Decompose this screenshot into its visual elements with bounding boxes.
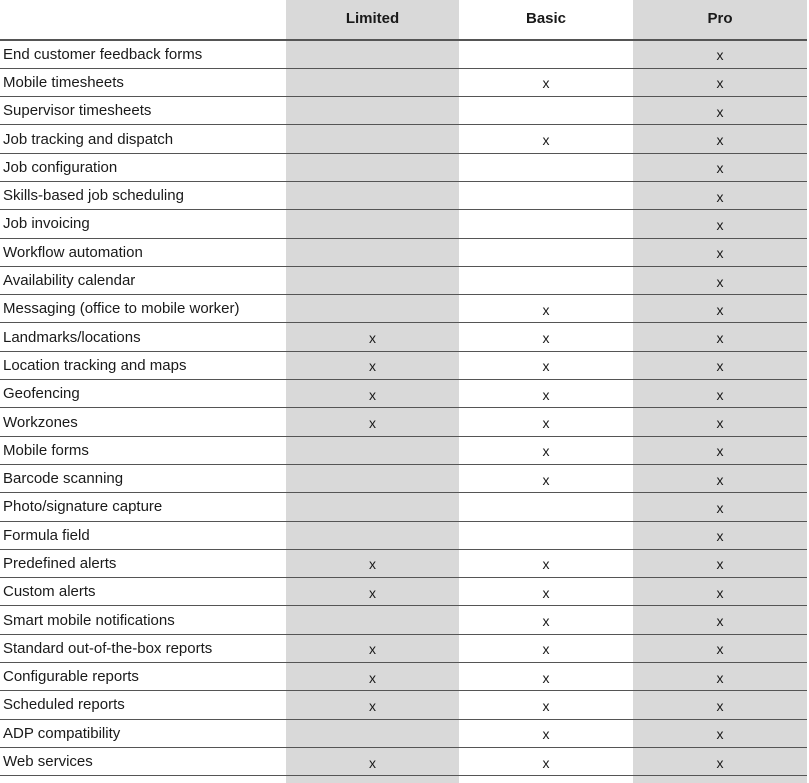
table-body (0, 40, 807, 776)
pro-availability-mark: x (633, 549, 807, 577)
limited-availability-mark (286, 238, 459, 266)
feature-name: Mobile timesheets (0, 68, 286, 96)
feature-name: Predefined alerts (0, 549, 286, 577)
table-row (0, 323, 807, 351)
table-row (0, 549, 807, 577)
header-pro: Pro (633, 0, 807, 40)
header-feature (0, 0, 286, 40)
limited-availability-mark (286, 521, 459, 549)
limited-availability-mark: x (286, 691, 459, 719)
pro-availability-mark: x (633, 266, 807, 294)
feature-name: ADP compatibility (0, 719, 286, 747)
table-row (0, 436, 807, 464)
basic-availability-mark: x (459, 408, 633, 436)
table-row (0, 181, 807, 209)
basic-availability-mark: x (459, 663, 633, 691)
basic-availability-mark (459, 521, 633, 549)
basic-availability-mark: x (459, 323, 633, 351)
table-row (0, 521, 807, 549)
table-row (0, 266, 807, 294)
feature-name: Configurable reports (0, 663, 286, 691)
limited-availability-mark: x (286, 747, 459, 775)
basic-availability-mark (459, 266, 633, 294)
basic-availability-mark (459, 40, 633, 68)
basic-availability-mark: x (459, 549, 633, 577)
pro-availability-mark: x (633, 436, 807, 464)
basic-availability-mark: x (459, 719, 633, 747)
table-row (0, 493, 807, 521)
feature-name: Job tracking and dispatch (0, 125, 286, 153)
feature-name: Standard out-of-the-box reports (0, 634, 286, 662)
basic-availability-mark (459, 238, 633, 266)
basic-availability-mark: x (459, 125, 633, 153)
pro-availability-mark: x (633, 747, 807, 775)
pro-availability-mark: x (633, 97, 807, 125)
feature-name: Web services (0, 747, 286, 775)
feature-name: Availability calendar (0, 266, 286, 294)
table-row (0, 634, 807, 662)
feature-name: Smart mobile notifications (0, 606, 286, 634)
table-row (0, 719, 807, 747)
feature-name: Job configuration (0, 153, 286, 181)
pro-availability-mark: x (633, 210, 807, 238)
basic-availability-mark (459, 153, 633, 181)
table-row (0, 68, 807, 96)
pro-availability-mark: x (633, 493, 807, 521)
table-row (0, 40, 807, 68)
basic-availability-mark (459, 97, 633, 125)
limited-availability-mark (286, 210, 459, 238)
pro-availability-mark: x (633, 578, 807, 606)
feature-name: Mobile forms (0, 436, 286, 464)
table-row (0, 464, 807, 492)
limited-availability-mark: x (286, 351, 459, 379)
pro-availability-mark: x (633, 691, 807, 719)
feature-name: Geofencing (0, 380, 286, 408)
header-basic: Basic (459, 0, 633, 40)
feature-name: Job invoicing (0, 210, 286, 238)
limited-availability-mark (286, 266, 459, 294)
basic-availability-mark (459, 210, 633, 238)
table-row (0, 97, 807, 125)
limited-availability-mark (286, 436, 459, 464)
limited-availability-mark (286, 606, 459, 634)
basic-availability-mark: x (459, 436, 633, 464)
table-row (0, 125, 807, 153)
feature-name: Messaging (office to mobile worker) (0, 295, 286, 323)
feature-name: Custom alerts (0, 578, 286, 606)
limited-availability-mark (286, 181, 459, 209)
feature-name: Formula field (0, 521, 286, 549)
basic-availability-mark: x (459, 747, 633, 775)
feature-name: Landmarks/locations (0, 323, 286, 351)
pro-availability-mark: x (633, 40, 807, 68)
pro-availability-mark: x (633, 68, 807, 96)
table-row (0, 153, 807, 181)
pro-availability-mark: x (633, 181, 807, 209)
table-row (0, 606, 807, 634)
pro-availability-mark: x (633, 295, 807, 323)
pro-availability-mark: x (633, 153, 807, 181)
limited-availability-mark: x (286, 663, 459, 691)
limited-availability-mark: x (286, 323, 459, 351)
table-row (0, 238, 807, 266)
feature-name: Workzones (0, 408, 286, 436)
limited-availability-mark: x (286, 634, 459, 662)
feature-name: Workflow automation (0, 238, 286, 266)
feature-name: Location tracking and maps (0, 351, 286, 379)
limited-availability-mark (286, 719, 459, 747)
pro-availability-mark: x (633, 719, 807, 747)
limited-availability-mark (286, 97, 459, 125)
basic-availability-mark: x (459, 691, 633, 719)
feature-name: Supervisor timesheets (0, 97, 286, 125)
limited-availability-mark (286, 153, 459, 181)
limited-availability-mark: x (286, 549, 459, 577)
basic-availability-mark (459, 181, 633, 209)
table-row (0, 663, 807, 691)
limited-availability-mark (286, 40, 459, 68)
basic-availability-mark: x (459, 351, 633, 379)
pro-availability-mark: x (633, 408, 807, 436)
basic-availability-mark: x (459, 464, 633, 492)
table-row (0, 210, 807, 238)
pro-availability-mark: x (633, 351, 807, 379)
limited-availability-mark (286, 493, 459, 521)
pro-availability-mark: x (633, 323, 807, 351)
feature-name: End customer feedback forms (0, 40, 286, 68)
feature-name: Skills-based job scheduling (0, 181, 286, 209)
table-row (0, 380, 807, 408)
basic-availability-mark: x (459, 606, 633, 634)
pro-availability-mark: x (633, 634, 807, 662)
feature-name: Barcode scanning (0, 464, 286, 492)
feature-name: Photo/signature capture (0, 493, 286, 521)
pro-availability-mark: x (633, 125, 807, 153)
pro-availability-mark: x (633, 464, 807, 492)
pro-availability-mark: x (633, 606, 807, 634)
pro-availability-mark: x (633, 521, 807, 549)
table-row (0, 351, 807, 379)
table-row (0, 578, 807, 606)
table-row (0, 295, 807, 323)
limited-availability-mark (286, 125, 459, 153)
header-limited: Limited (286, 0, 459, 40)
limited-availability-mark: x (286, 380, 459, 408)
table-row (0, 747, 807, 775)
feature-name: Scheduled reports (0, 691, 286, 719)
pro-availability-mark: x (633, 663, 807, 691)
limited-availability-mark (286, 464, 459, 492)
pro-availability-mark: x (633, 380, 807, 408)
limited-availability-mark: x (286, 408, 459, 436)
limited-availability-mark (286, 68, 459, 96)
limited-availability-mark (286, 295, 459, 323)
table-row (0, 691, 807, 719)
basic-availability-mark: x (459, 578, 633, 606)
basic-availability-mark: x (459, 295, 633, 323)
header-row (0, 0, 807, 40)
basic-availability-mark: x (459, 68, 633, 96)
basic-availability-mark: x (459, 634, 633, 662)
limited-availability-mark: x (286, 578, 459, 606)
table-row (0, 408, 807, 436)
pro-availability-mark: x (633, 238, 807, 266)
basic-availability-mark: x (459, 380, 633, 408)
basic-availability-mark (459, 493, 633, 521)
